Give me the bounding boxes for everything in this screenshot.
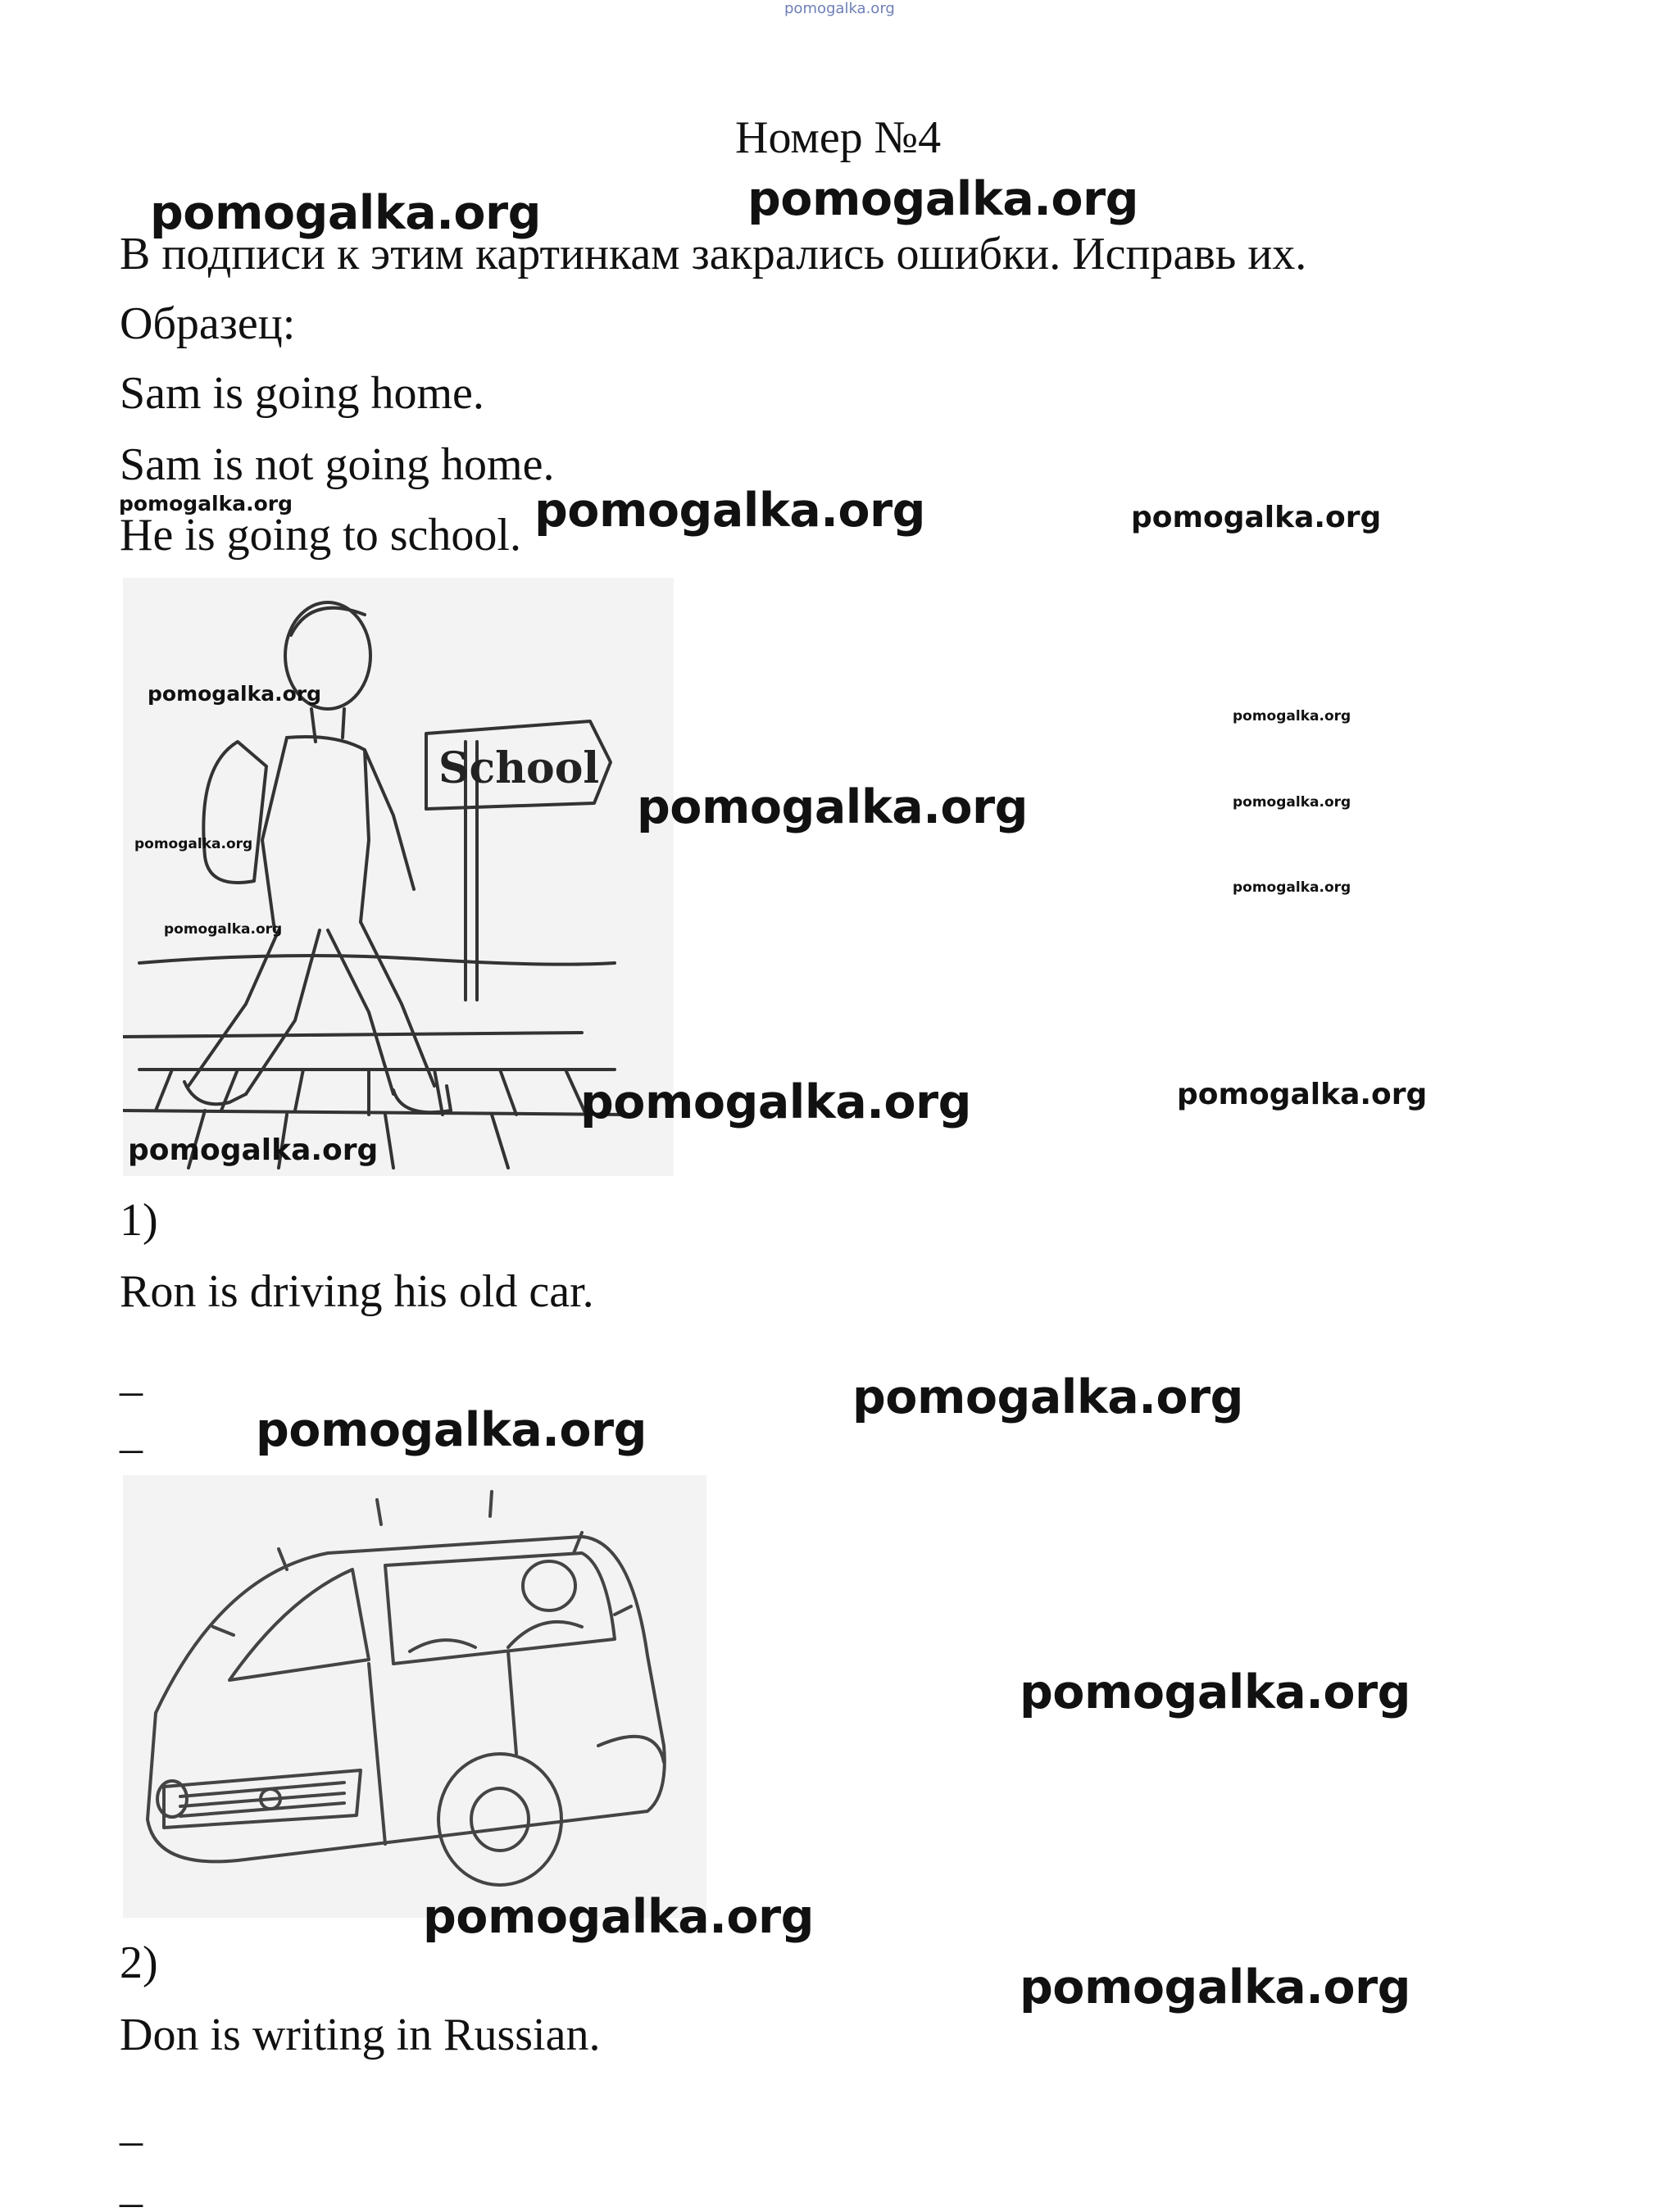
- exercise-2-blank-2[interactable]: _: [120, 2161, 143, 2212]
- watermark: pomogalka.org: [1233, 794, 1351, 811]
- watermark: pomogalka.org: [852, 1370, 1243, 1424]
- watermark: pomogalka.org: [148, 682, 322, 706]
- sample-line-2: Sam is not going home.: [120, 439, 555, 490]
- watermark: pomogalka.org: [637, 780, 1028, 834]
- watermark: pomogalka.org: [1020, 1960, 1410, 2014]
- page-title: Номер №4: [735, 112, 942, 163]
- exercise-1-blank-1[interactable]: _: [120, 1350, 143, 1401]
- exercise-2-sentence: Don is writing in Russian.: [120, 2010, 601, 2060]
- watermark: pomogalka.org: [1131, 501, 1382, 534]
- watermark: pomogalka.org: [580, 1075, 971, 1129]
- sample-line-3: He is going to school.: [120, 510, 521, 561]
- watermark: pomogalka.org: [1020, 1665, 1410, 1719]
- watermark: pomogalka.org: [256, 1403, 647, 1457]
- watermark: pomogalka.org: [534, 484, 925, 538]
- man-driving-car-illustration: [123, 1475, 706, 1918]
- watermark: pomogalka.org: [128, 1133, 379, 1167]
- watermark: pomogalka.org: [119, 492, 293, 516]
- watermark: pomogalka.org: [150, 186, 541, 240]
- exercise-1-number: 1): [120, 1195, 158, 1246]
- watermark: pomogalka.org: [747, 172, 1138, 226]
- sample-label: Образец:: [120, 298, 296, 349]
- top-watermark: pomogalka.org: [784, 0, 895, 17]
- exercise-2-blank-1[interactable]: _: [120, 2100, 143, 2151]
- watermark: pomogalka.org: [1233, 879, 1351, 896]
- watermark: pomogalka.org: [1177, 1078, 1428, 1111]
- school-sign-text: School: [438, 743, 600, 793]
- exercise-1-sentence: Ron is driving his old car.: [120, 1266, 594, 1317]
- watermark: pomogalka.org: [164, 921, 283, 938]
- watermark: pomogalka.org: [134, 836, 253, 852]
- exercise-2-number: 2): [120, 1937, 158, 1988]
- task-instruction: В подписи к этим картинкам закрались ошибки. Исправь их.: [120, 229, 1307, 279]
- sample-line-1: Sam is going home.: [120, 368, 484, 419]
- exercise-1-blank-2[interactable]: _: [120, 1407, 143, 1458]
- watermark: pomogalka.org: [423, 1890, 814, 1944]
- watermark: pomogalka.org: [1233, 708, 1351, 724]
